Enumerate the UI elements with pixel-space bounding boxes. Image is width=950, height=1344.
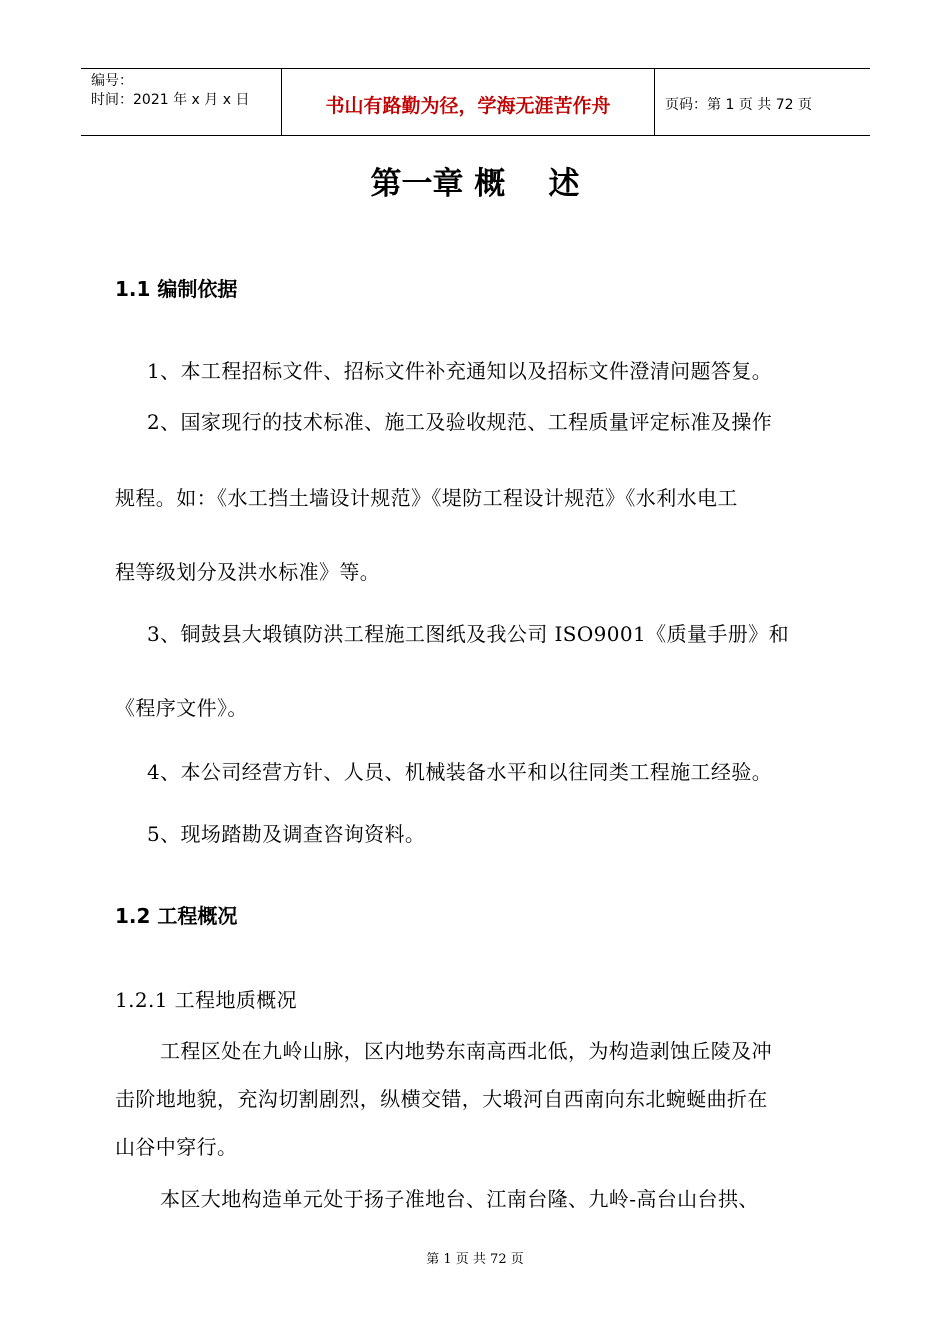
header-page-info: 页码：第 1 页 共 72 页 [665,97,812,113]
section-heading-1-2: 1.2 工程概况 [115,904,238,928]
paragraph-line: 5、现场踏勘及调查咨询资料。 [147,822,426,846]
header-motto: 书山有路勤为径，学海无涯苦作舟 [281,69,655,135]
paragraph-line: 本区大地构造单元处于扬子准地台、江南台隆、九岭-高台山台拱、 [160,1187,759,1211]
section-heading-1-1: 1.1 编制依据 [115,277,238,301]
paragraph-line: 规程。如：《水工挡土墙设计规范》《堤防工程设计规范》《水利水电工 [115,486,738,510]
paragraph-line: 击阶地地貌，充沟切割剧烈，纵横交错，大塅河自西南向东北蜿蜒曲折在 [115,1087,768,1111]
subsection-heading-1-2-1: 1.2.1 工程地质概况 [115,988,298,1012]
number-label: 编号： [91,73,133,89]
paragraph-line: 工程区处在九岭山脉，区内地势东南高西北低，为构造剥蚀丘陵及冲 [160,1039,772,1063]
paragraph-line: 《程序文件》。 [115,696,248,720]
date-label: 时间：2021 年 x 月 x 日 [91,92,250,108]
paragraph-line: 2、国家现行的技术标准、施工及验收规范、工程质量评定标准及操作 [147,410,773,434]
paragraph-line: 1、本工程招标文件、招标文件补充通知以及招标文件澄清问题答复。 [147,359,773,383]
paragraph-line: 3、铜鼓县大塅镇防洪工程施工图纸及我公司 ISO9001《质量手册》和 [147,622,789,646]
header-meta [81,69,281,135]
paragraph-line: 程等级划分及洪水标准》等。 [115,560,381,584]
page-header [81,68,870,136]
chapter-title: 第一章 概 述 [370,166,580,202]
page-footer: 第 1 页 共 72 页 [426,1252,524,1267]
paragraph-line: 山谷中穿行。 [115,1135,238,1159]
paragraph-line: 4、本公司经营方针、人员、机械装备水平和以往同类工程施工经验。 [147,760,773,784]
